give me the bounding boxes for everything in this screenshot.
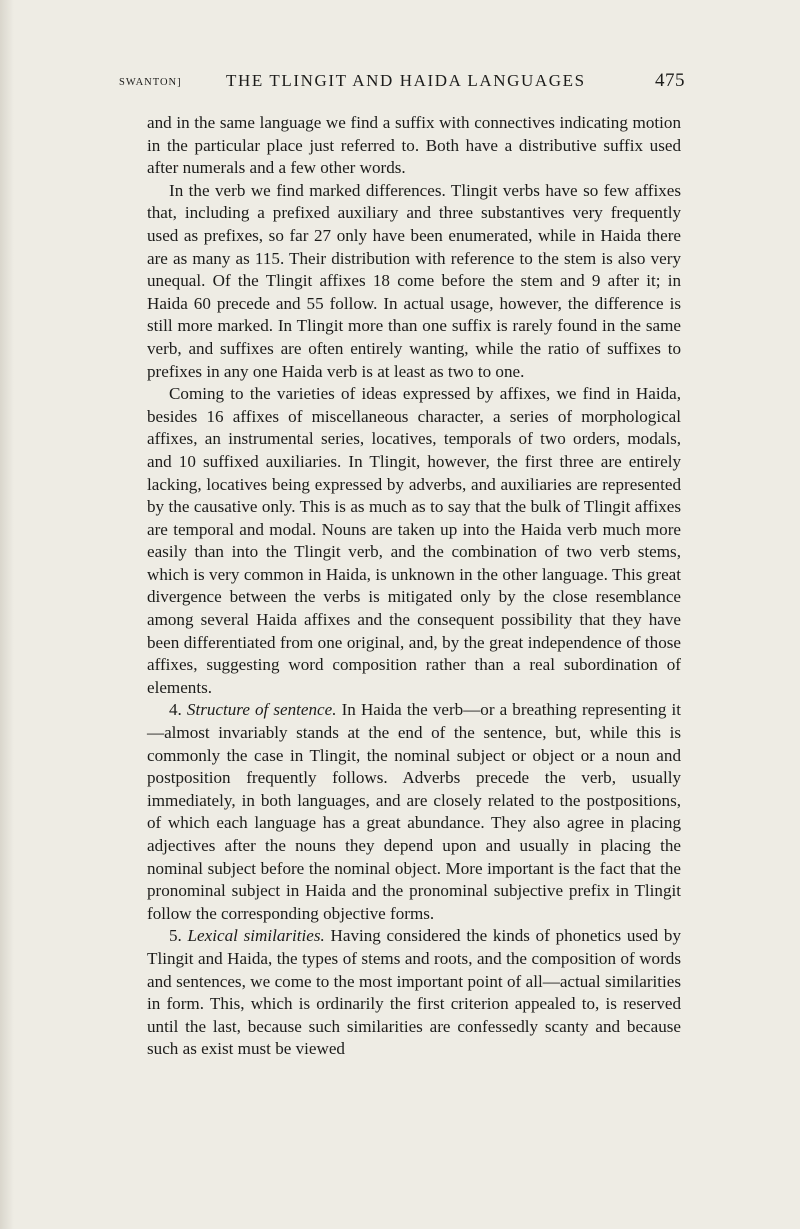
section-structure-of-sentence — [147, 699, 681, 925]
section-text: In Haida the verb—or a breathing representing it—almost invariably stands at the end of the sentence, but, while this is commonly the case in Tlingit, the nominal subject or object or a noun and postposition frequently follows. Adverbs precede the verb, usually immediately, in both languages, and are closely related to the postpositions, of which each language has a great abundance. They also agree in placing adjectives after the nouns they depend upon and usually in placing the nominal subject before the nominal object. More important is the fact that the pronominal subject in Haida and the pronominal subjective prefix in Tlingit follow the corresponding objective forms. — [147, 700, 682, 923]
section-heading: Structure of sentence. — [186, 700, 337, 720]
paragraph-continuation: and in the same language we find a suffix with connectives indicating motion in the particular place just referred to. Both have a distributive suffix used after numerals and a few other words. — [147, 113, 681, 178]
paragraph-verb-differences: In the verb we find marked differences. Tlingit verbs have so few affixes that, including a prefixed auxiliary and three substantives very frequently used as prefixes, so far 27 only have been enumerated, while in Haida there are as many as 115. Their distribution with reference to the stem is also very unequal. Of the Tlingit affixes 18 come before the stem and 9 after it; in Haida 60 precede and 55 follow. In actual usage, however, the difference is still more marked. In Tlingit more than one suffix is rarely found in the same verb, and suffixes are often entirely wanting, while the ratio of suffixes to prefixes in any one Haida verb is at least as two to one. — [147, 180, 681, 381]
section-number: 4. — [169, 700, 187, 720]
running-head-author: SWANTON] — [119, 77, 182, 88]
body-text — [147, 112, 681, 1061]
running-head — [119, 69, 685, 93]
page-number: 475 — [655, 70, 685, 91]
section-lexical-similarities — [147, 925, 681, 1061]
running-head-title: THE TLINGIT AND HAIDA LANGUAGES — [226, 71, 586, 90]
paragraph-affix-varieties: Coming to the varieties of ideas expressed by affixes, we find in Haida, besides 16 affixes of miscellaneous character, a series of morphological affixes, an instrumental series, locatives, temporals of two orders, modals, and 10 suffixed auxiliaries. In Tlingit, however, the first three are entirely lacking, locatives being expressed by adverbs, and auxiliaries are represented by the causative only. This is as much as to say that the bulk of Tlingit affixes are temporal and modal. Nouns are taken up into the Haida verb much more easily than into the Tlingit verb, and the combination of two verb stems, which is very common in Haida, is unknown in the other language. This great divergence between the verbs is mitigated only by the close resemblance among several Haida affixes and the consequent possibility that they have been differentiated from one original, and, by the great independence of those affixes, suggesting word composition rather than a real subordination of elements. — [147, 384, 681, 697]
page-edge-shadow — [0, 0, 14, 1229]
section-text: Having considered the kinds of phonetics used by Tlingit and Haida, the types of stems and roots, and the composition of words and sentences, we come to the most important point of all—actual similarities in form. This, which is ordinarily the first criterion appealed to, is reserved until the last, because such similarities are confessedly scanty and because such as exist must be viewed — [147, 926, 682, 1059]
section-heading: Lexical similarities. — [187, 926, 325, 946]
section-number: 5. — [169, 926, 188, 946]
